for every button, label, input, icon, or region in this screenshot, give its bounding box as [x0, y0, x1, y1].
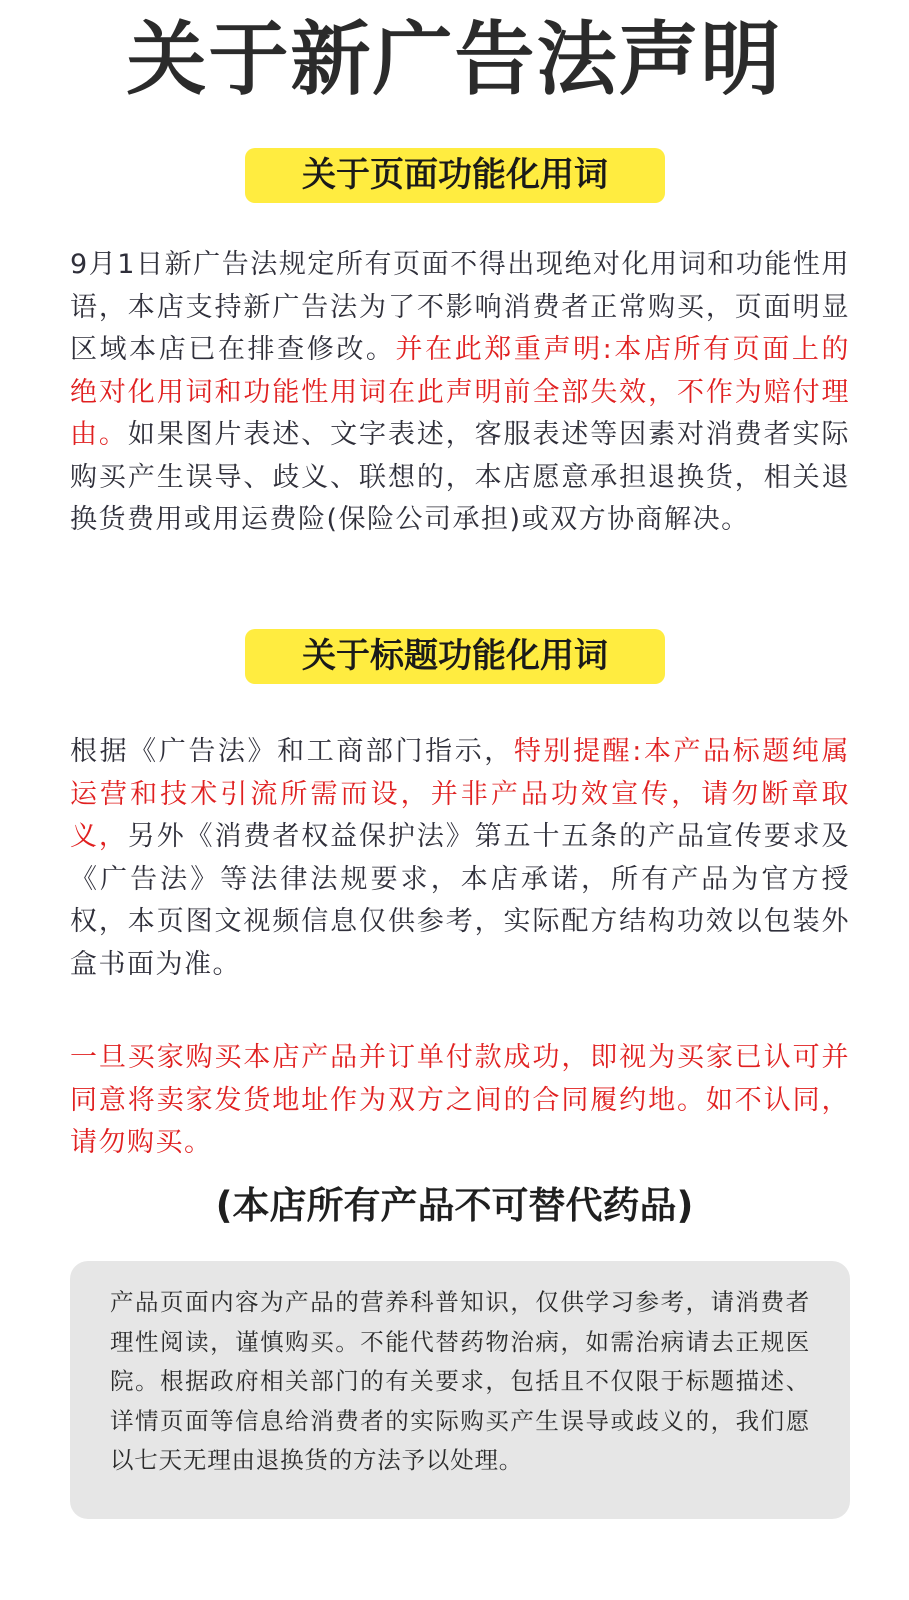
section-page-wording-paragraph: [70, 244, 850, 542]
no-substitute-notice: (本店所有产品不可替代药品): [215, 1184, 694, 1227]
disclaimer-text: 产品页面内容为产品的营养科普知识，仅供学习参考，请消费者理性阅读，谨慎购买。不能代替药物治病，如需治病请去正规医院。根据政府相关部门的有关要求，包括且不仅限于标题描述、详情页面等信息给消费者的实际购买产生误导或歧义的，我们愿以七天无理由退换货的方法予以处理。: [110, 1288, 810, 1474]
disclaimer-box: [70, 1261, 850, 1519]
page-title: 关于新广告法声明: [126, 13, 783, 106]
paragraph-text: 根据《广告法》和工商部门指示，: [70, 736, 514, 767]
red-highlight-text: 并在此郑重声明:本店所有页面上的绝对化用词和功能性用词在此声明前全部失效，不作为赔付理由。: [70, 334, 850, 450]
paragraph-text: 9月1日新广告法规定所有页面不得出现绝对化用词和功能性用语，本店支持新广告法为了不影响消费者正常购买，页面明显区域本店已在排查修改。: [70, 249, 850, 365]
section-title-wording-paragraph: [70, 731, 850, 986]
section-heading-title-wording: 关于标题功能化用词: [245, 629, 665, 684]
section-heading-page-wording: 关于页面功能化用词: [245, 148, 665, 203]
contract-notice: 一旦买家购买本店产品并订单付款成功，即视为买家已认可并同意将卖家发货地址作为双方之间的合同履约地。如不认同，请勿购买。: [70, 1042, 850, 1158]
red-highlight-text: 特别提醒:本产品标题纯属运营和技术引流所需而设，并非产品功效宣传，请勿断章取义，: [70, 736, 850, 852]
paragraph-text: 如果图片表述、文字表述，客服表述等因素对消费者实际购买产生误导、歧义、联想的，本店愿意承担退换货，相关退换货费用或用运费险(保险公司承担)或双方协商解决。: [70, 419, 851, 535]
paragraph-text: 另外《消费者权益保护法》第五十五条的产品宣传要求及《广告法》等法律法规要求，本店承诺，所有产品为官方授权，本页图文视频信息仅供参考，实际配方结构功效以包装外盒书面为准。: [70, 821, 851, 980]
